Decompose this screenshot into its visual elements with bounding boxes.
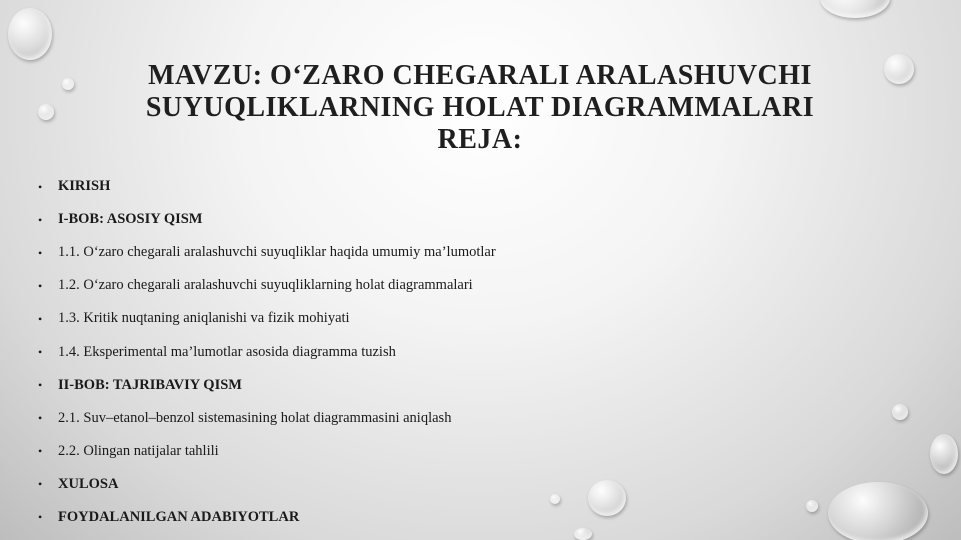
bullet-icon: • [38, 245, 43, 260]
water-drop-icon [8, 8, 52, 60]
list-item [38, 402, 496, 435]
water-drop-icon [820, 0, 890, 18]
list-item [38, 203, 496, 236]
list-item-text: I-BOB: ASOSIY QISM [58, 211, 203, 228]
list-item [38, 501, 496, 534]
title-line: SUYUQLIKLARNING HOLAT DIAGRAMMALARI [145, 92, 815, 123]
list-item-text: KIRISH [58, 178, 111, 195]
list-item-text: FOYDALANILGAN ADABIYOTLAR [58, 508, 300, 525]
list-item [38, 468, 496, 501]
list-item [38, 236, 496, 269]
list-item-text: II-BOB: TAJRIBAVIY QISM [58, 376, 242, 393]
water-drop-icon [930, 434, 958, 474]
bullet-icon: • [38, 378, 43, 393]
list-item-text: 1.1. O‘zaro chegarali aralashuvchi suyuqliklar haqida umumiy ma’lumotlar [58, 244, 496, 261]
list-item [38, 302, 496, 335]
water-drop-icon [38, 104, 54, 120]
water-drop-icon [806, 500, 818, 512]
list-item [38, 435, 496, 468]
list-item [38, 269, 496, 302]
bullet-icon: • [38, 411, 43, 426]
water-drop-icon [828, 482, 928, 540]
water-drop-icon [892, 404, 908, 420]
water-drop-icon [588, 480, 626, 516]
plan-list [38, 170, 496, 534]
list-item-text: 1.4. Eksperimental ma’lumotlar asosida diagramma tuzish [58, 343, 396, 360]
title-line: MAVZU: O‘ZARO CHEGARALI ARALASHUVCHI [148, 60, 812, 91]
bullet-icon: • [38, 179, 43, 194]
slide-title [130, 60, 830, 156]
bullet-icon: • [38, 278, 43, 293]
list-item-text: 1.2. O‘zaro chegarali aralashuvchi suyuqliklarning holat diagrammalari [58, 277, 473, 294]
bullet-icon: • [38, 345, 43, 360]
bullet-icon: • [38, 212, 43, 227]
water-drop-icon [884, 54, 914, 84]
water-drop-icon [550, 494, 560, 504]
title-line: REJA: [437, 124, 523, 155]
list-item [38, 170, 496, 203]
list-item-text: 1.3. Kritik nuqtaning aniqlanishi va fizik mohiyati [58, 310, 350, 327]
list-item [38, 369, 496, 402]
list-item-text: 2.2. Olingan natijalar tahlili [58, 442, 219, 459]
list-item-text: XULOSA [58, 475, 119, 492]
water-drop-icon [62, 78, 74, 90]
bullet-icon: • [38, 477, 43, 492]
water-drop-icon [574, 528, 592, 540]
bullet-icon: • [38, 311, 43, 326]
bullet-icon: • [38, 510, 43, 525]
list-item-text: 2.1. Suv–etanol–benzol sistemasining holat diagrammasini aniqlash [58, 409, 452, 426]
list-item [38, 335, 496, 368]
bullet-icon: • [38, 444, 43, 459]
